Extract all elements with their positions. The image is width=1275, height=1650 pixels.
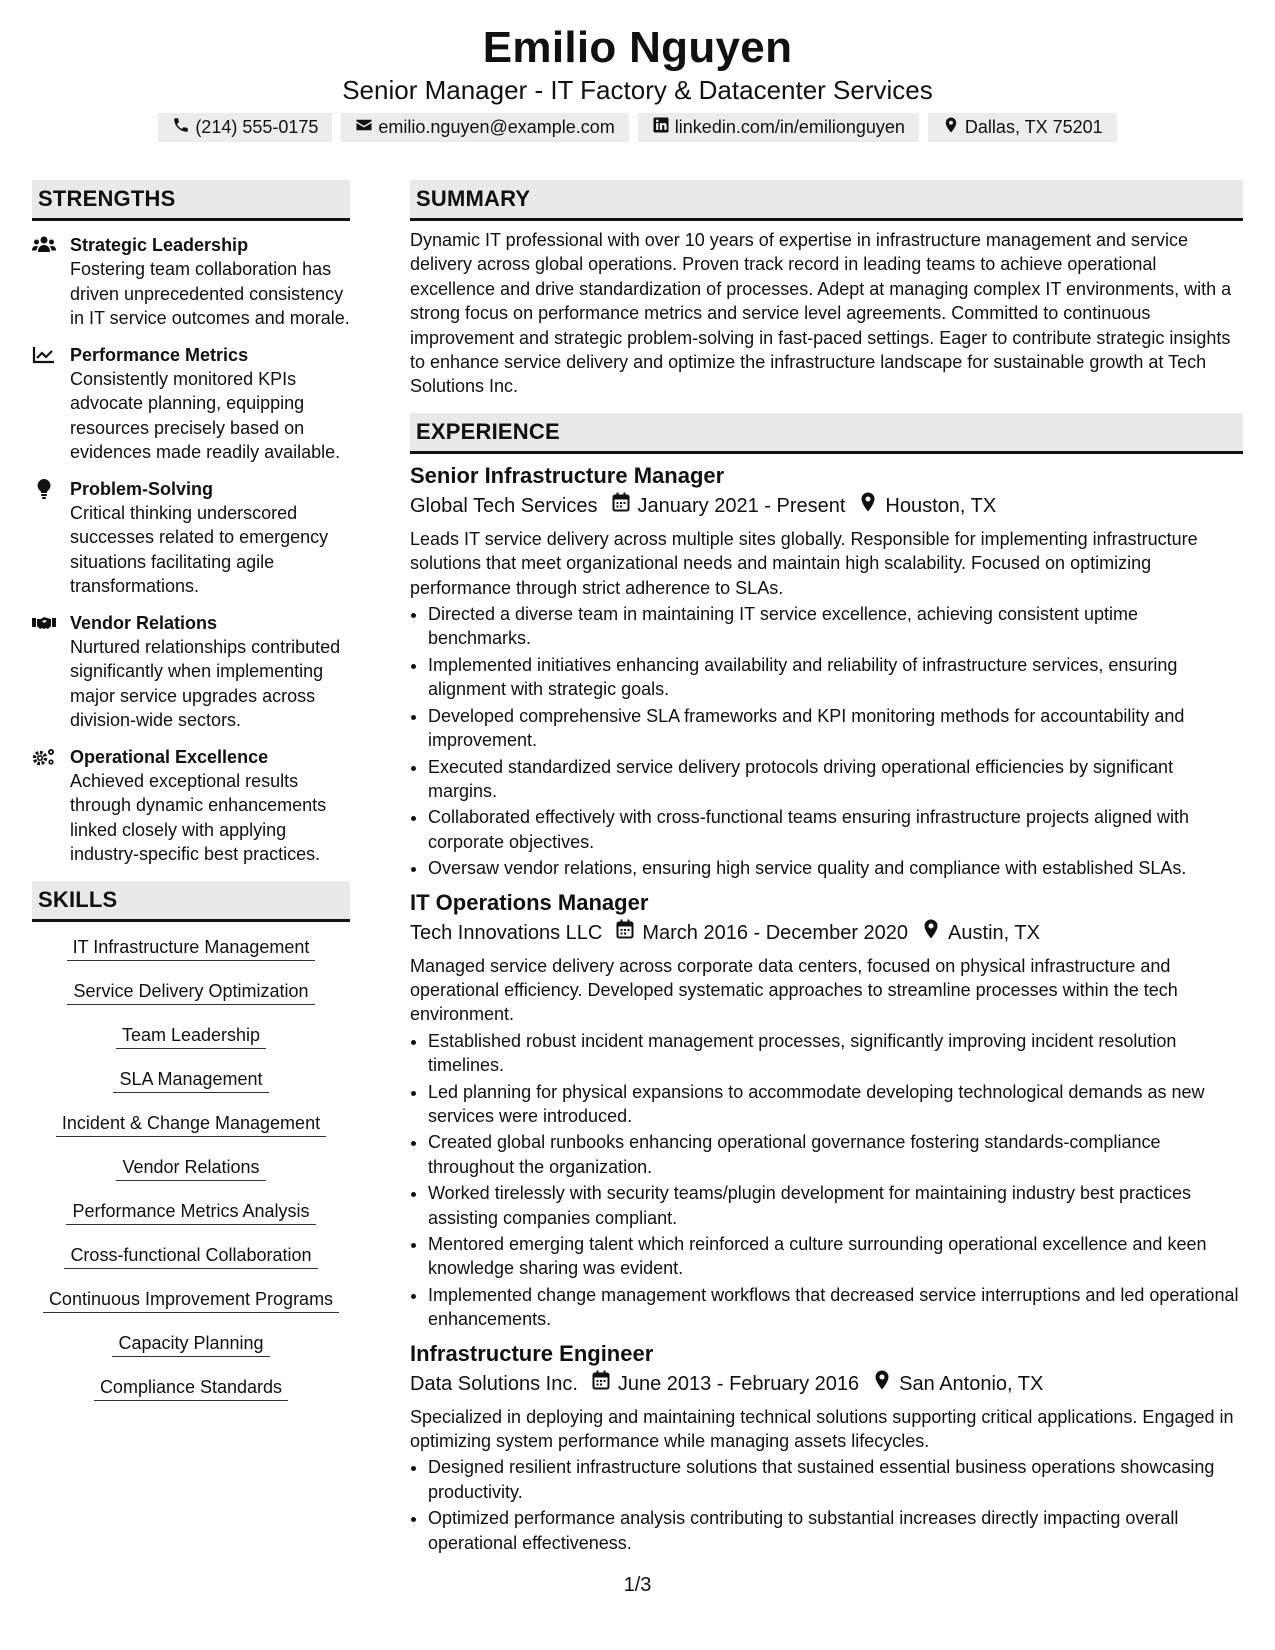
map-marker-icon [908, 918, 948, 948]
job-bullet: • Directed a diverse team in maintaining IT service excellence, achieving consistent uptime benchmarks. [428, 602, 1243, 651]
job-location: Austin, TX [948, 921, 1040, 944]
job-bullet: • Implemented change management workflows that decreased service interruptions and led operational enhancements. [428, 1283, 1243, 1332]
strength-item [32, 233, 350, 331]
left-column [32, 180, 350, 1420]
contact-location [928, 113, 1117, 142]
contact-phone [158, 113, 332, 142]
job-location: Houston, TX [885, 494, 997, 517]
handshake-icon [32, 613, 56, 633]
job-company: Data Solutions Inc. [410, 1372, 578, 1395]
job-bullets [410, 1455, 1243, 1555]
experience-section [410, 413, 1243, 1555]
phone-icon [172, 116, 190, 139]
job-bullet: • Established robust incident management processes, significantly improving incident resolution timelines. [428, 1029, 1243, 1078]
job-bullet: • Led planning for physical expansions to accommodate developing technological demands as new services were introduced. [428, 1080, 1243, 1129]
job-location: San Antonio, TX [899, 1372, 1044, 1395]
candidate-name: Emilio Nguyen [482, 23, 793, 72]
job-entry [410, 1340, 1243, 1555]
strength-title: Problem-Solving [70, 478, 214, 499]
strengths-list [32, 221, 350, 867]
skill-item: Cross-functional Collaboration [64, 1244, 317, 1269]
strength-desc: Nurtured relationships contributed significantly when implementing major service upgrades across division-wide sectors. [70, 636, 341, 730]
strength-desc: Critical thinking underscored successes related to emergency situations facilitating agile transformations. [70, 502, 329, 596]
job-company: Tech Innovations LLC [410, 921, 603, 944]
job-bullet: • Developed comprehensive SLA frameworks and KPI monitoring methods for accountability and improvement. [428, 704, 1243, 753]
skill-item: Team Leadership [116, 1024, 266, 1049]
strength-title: Vendor Relations [70, 612, 218, 633]
strength-item [32, 611, 350, 733]
linkedin-text[interactable]: linkedin.com/in/emilionguyen [674, 117, 905, 137]
job-title: Senior Infrastructure Manager [410, 462, 725, 488]
job-meta [410, 918, 1243, 948]
map-marker-icon [845, 491, 885, 521]
job-meta [410, 491, 1243, 521]
gears-icon [32, 747, 56, 767]
job-entry [410, 462, 1243, 881]
job-bullet: • Worked tirelessly with security teams/plugin development for maintaining industry best practices assisting companies compliant. [428, 1181, 1243, 1230]
envelope-icon [355, 116, 373, 139]
contact-bar [0, 113, 1275, 142]
calendar-icon [578, 1369, 618, 1399]
experience-heading: EXPERIENCE [410, 413, 1243, 454]
skills-list [32, 922, 350, 1401]
page-number: 1/3 [623, 1574, 652, 1596]
job-bullet: • Oversaw vendor relations, ensuring high service quality and compliance with established SLAs. [428, 856, 1243, 880]
phone-text: (214) 555-0175 [195, 117, 319, 137]
job-bullets [410, 602, 1243, 880]
job-dates: January 2021 - Present [637, 494, 846, 517]
strength-item [32, 343, 350, 465]
job-bullet: • Optimized performance analysis contributing to substantial increases directly impacting overall operational effectiveness. [428, 1506, 1243, 1555]
skill-item: SLA Management [113, 1068, 268, 1093]
skills-heading: SKILLS [32, 881, 350, 922]
skill-item: Vendor Relations [116, 1156, 265, 1181]
strength-item [32, 745, 350, 867]
strength-desc: Achieved exceptional results through dynamic enhancements linked closely with applying industry-specific best practices. [70, 770, 327, 864]
job-bullets [410, 1029, 1243, 1332]
skill-item: Incident & Change Management [56, 1112, 326, 1137]
location-text: Dallas, TX 75201 [964, 117, 1103, 137]
summary-heading: SUMMARY [410, 180, 1243, 221]
lightbulb-icon [32, 479, 56, 499]
job-dates: June 2013 - February 2016 [617, 1372, 860, 1395]
map-marker-icon [942, 116, 960, 139]
job-bullet: • Mentored emerging talent which reinforced a culture surrounding operational excellence and keen knowledge sharing was evident. [428, 1232, 1243, 1281]
candidate-title: Senior Manager - IT Factory & Datacenter Services [342, 75, 933, 105]
job-company: Global Tech Services [410, 494, 598, 517]
strength-title: Operational Excellence [70, 746, 269, 767]
calendar-icon [602, 918, 642, 948]
contact-linkedin[interactable] [638, 113, 919, 142]
strength-desc: Consistently monitored KPIs advocate planning, equipping resources precisely based on evidences made readily available. [70, 368, 341, 462]
right-column [410, 180, 1243, 1557]
skill-item: Continuous Improvement Programs [43, 1288, 339, 1313]
job-bullet: • Implemented initiatives enhancing availability and reliability of infrastructure services, ensuring alignment with strategic goals. [428, 653, 1243, 702]
strength-title: Strategic Leadership [70, 235, 249, 255]
chart-line-icon [32, 345, 56, 365]
job-title: IT Operations Manager [410, 889, 649, 915]
skill-item: Compliance Standards [94, 1376, 288, 1401]
summary-text: Dynamic IT professional with over 10 years of expertise in infrastructure management and service delivery across global operations. Proven track record in leading teams to achieve operational excellence and drive standardization of processes. Adept at managing complex IT environments, with a strong focus on performance metrics and service level agreements. Committed to continuous improvement and strategic problem-solving in fast-paced settings. Eager to contribute strategic insights to enhance service delivery and optimize the infrastructure landscape for sustainable growth at Tech Solutions Inc. [410, 230, 1232, 397]
strength-desc: Fostering team collaboration has driven unprecedented consistency in IT service outcomes and morale. [70, 259, 350, 328]
job-bullet: • Executed standardized service delivery protocols driving operational efficiencies by significant margins. [428, 755, 1243, 804]
skill-item: IT Infrastructure Management [67, 936, 316, 961]
skill-item: Performance Metrics Analysis [66, 1200, 315, 1225]
job-description: Leads IT service delivery across multiple sites globally. Responsible for implementing infrastructure solutions that meet organizational needs and maintain high scalability. Focused on optimizing performance through strict adherence to SLAs. [410, 528, 1198, 598]
map-marker-icon [859, 1369, 899, 1399]
email-text[interactable]: emilio.nguyen@example.com [378, 117, 615, 137]
strengths-heading: STRENGTHS [32, 180, 350, 221]
job-bullet: • Collaborated effectively with cross-functional teams ensuring infrastructure projects aligned with corporate objectives. [428, 805, 1243, 854]
contact-email[interactable] [341, 113, 628, 142]
skill-item: Capacity Planning [112, 1332, 269, 1357]
job-description: Managed service delivery across corporate data centers, focused on physical infrastructure and operational efficiency. Developed systematic approaches to streamline processes within the tech environment. [410, 955, 1178, 1025]
calendar-icon [598, 491, 638, 521]
users-icon [32, 235, 56, 255]
job-bullet: • Created global runbooks enhancing operational governance fostering standards-compliance throughout the organization. [428, 1130, 1243, 1179]
job-meta [410, 1369, 1243, 1399]
linkedin-icon [652, 116, 670, 139]
job-entry [410, 889, 1243, 1332]
skill-item: Service Delivery Optimization [67, 980, 314, 1005]
strength-title: Performance Metrics [70, 344, 249, 365]
job-bullet: • Designed resilient infrastructure solutions that sustained essential business operations showcasing productivity. [428, 1455, 1243, 1504]
job-dates: March 2016 - December 2020 [642, 921, 909, 944]
job-description: Specialized in deploying and maintaining technical solutions supporting critical applications. Engaged in optimizing system performance while managing assets lifecycles. [410, 1406, 1234, 1452]
resume-header [0, 0, 1275, 142]
skills-section [32, 881, 350, 1401]
job-title: Infrastructure Engineer [410, 1340, 654, 1366]
strength-item [32, 477, 350, 599]
